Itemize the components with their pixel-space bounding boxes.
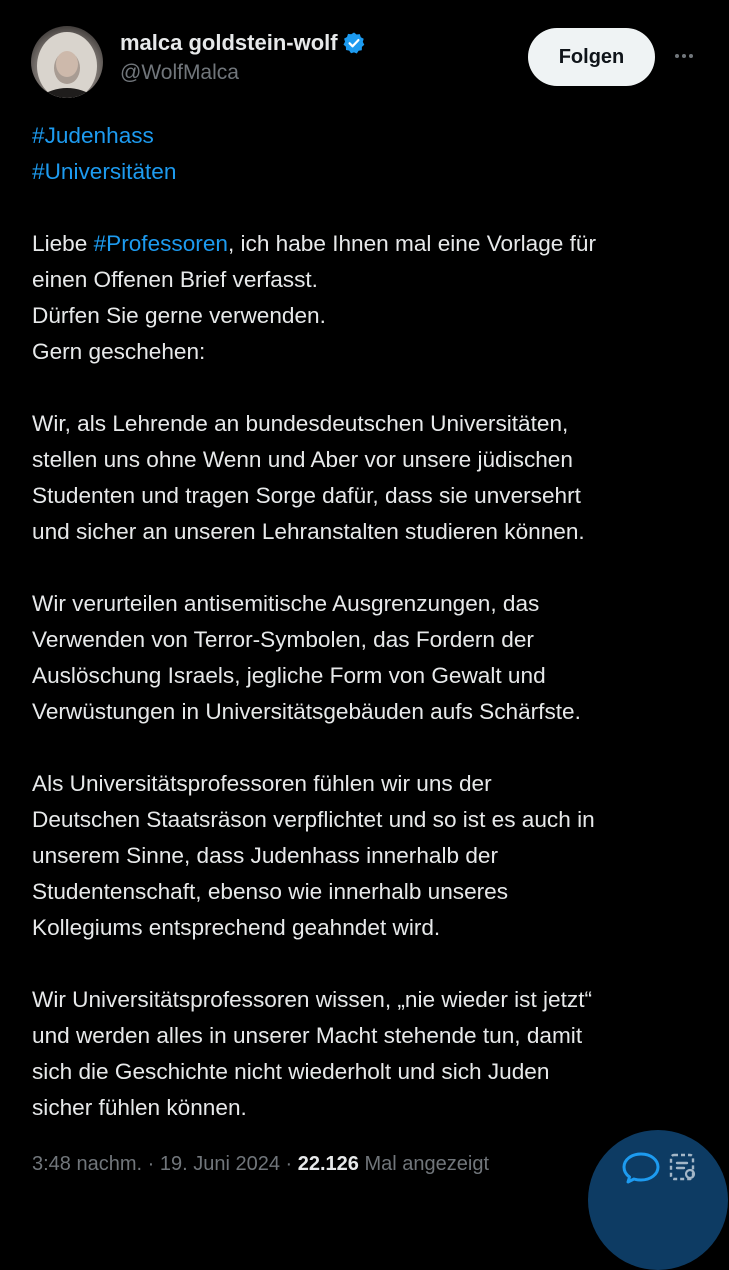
text-line: Studenten und tragen Sorge dafür, dass sie unversehrt bbox=[32, 483, 581, 508]
handle[interactable]: @WolfMalca bbox=[120, 61, 239, 84]
views-label: Mal angezeigt bbox=[358, 1153, 489, 1175]
tweet-date[interactable]: 19. Juni 2024 bbox=[159, 1153, 280, 1175]
text-line: Studentenschaft, ebenso wie innerhalb unseres bbox=[32, 879, 509, 904]
views-count: 22.126 bbox=[297, 1153, 359, 1175]
avatar[interactable] bbox=[31, 26, 103, 98]
hashtag-professoren[interactable]: #Professoren bbox=[93, 231, 228, 256]
text-line: unserem Sinne, dass Judenhass innerhalb der bbox=[32, 843, 498, 868]
text-line: einen Offenen Brief verfasst. bbox=[32, 267, 318, 292]
text-line: Wir, als Lehrende an bundesdeutschen Universitäten, bbox=[32, 411, 569, 436]
text-line: Auslöschung Israels, jegliche Form von Gewalt und bbox=[32, 663, 546, 688]
text-line: sich die Geschichte nicht wiederholt und sich Juden bbox=[32, 1059, 550, 1084]
text-fragment: , ich habe Ihnen mal eine Vorlage für bbox=[227, 231, 596, 256]
meta-separator: · bbox=[142, 1153, 160, 1175]
text-line bbox=[32, 226, 712, 262]
display-name[interactable]: malca goldstein-wolf bbox=[120, 30, 338, 55]
avatar-image bbox=[31, 26, 103, 98]
more-horizontal-icon[interactable] bbox=[668, 44, 700, 68]
text-line: Dürfen Sie gerne verwenden. bbox=[32, 303, 326, 328]
follow-button[interactable]: Folgen bbox=[528, 28, 655, 86]
text-line: Verwenden von Terror-Symbolen, das Fordern der bbox=[32, 627, 534, 652]
text-line: Gern geschehen: bbox=[32, 339, 206, 364]
text-line: Deutschen Staatsräson verpflichtet und so ist es auch in bbox=[32, 807, 595, 832]
compose-message-icon bbox=[620, 1150, 662, 1186]
grok-icon[interactable] bbox=[668, 1152, 698, 1182]
author-block bbox=[120, 30, 366, 86]
tweet-text bbox=[32, 118, 712, 1126]
text-line: und werden alles in unserer Macht stehende tun, damit bbox=[32, 1023, 583, 1048]
tweet-header bbox=[0, 0, 729, 110]
text-line: Wir verurteilen antisemitische Ausgrenzungen, das bbox=[32, 591, 540, 616]
hashtag-universitaeten[interactable]: #Universitäten bbox=[32, 159, 177, 184]
text-line: Als Universitätsprofessoren fühlen wir uns der bbox=[32, 771, 492, 796]
tweet-meta bbox=[32, 1148, 489, 1180]
hashtag-judenhass[interactable]: #Judenhass bbox=[32, 123, 154, 148]
text-line: Kollegiums entsprechend geahndet wird. bbox=[32, 915, 441, 940]
text-fragment: Liebe bbox=[32, 231, 94, 256]
text-line: Verwüstungen in Universitätsgebäuden aufs Schärfste. bbox=[32, 699, 581, 724]
text-line: Wir Universitätsprofessoren wissen, „nie wieder ist jetzt“ bbox=[32, 987, 592, 1012]
text-line: stellen uns ohne Wenn und Aber vor unsere jüdischen bbox=[32, 447, 573, 472]
verified-badge-icon bbox=[342, 31, 366, 55]
tweet-time[interactable]: 3:48 nachm. bbox=[32, 1153, 143, 1175]
text-line: und sicher an unseren Lehranstalten studieren können. bbox=[32, 519, 585, 544]
text-line: sicher fühlen können. bbox=[32, 1095, 247, 1120]
meta-separator: · bbox=[279, 1153, 298, 1175]
